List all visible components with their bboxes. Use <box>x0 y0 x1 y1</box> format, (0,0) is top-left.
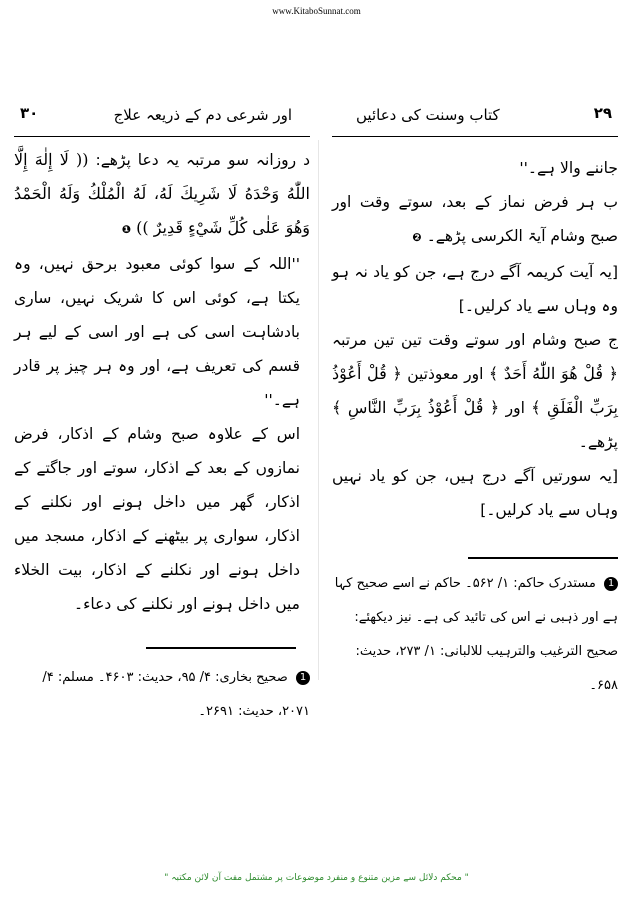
item-text: اور <box>505 399 525 417</box>
footnote <box>14 661 310 729</box>
left-page-body <box>14 137 310 621</box>
right-page-header <box>332 96 618 137</box>
footnote-separator <box>146 647 296 649</box>
footnote-text: صحیح بخاری: ۴/ ۹۵، حدیث: ۴۶۰۳۔ مسلم: ۴/ ۲۰۷۱، حدیث: ۲۶۹۱۔ <box>42 670 310 719</box>
list-item <box>332 185 618 255</box>
quran-verse: ﴿ قُلْ أَعُوْذُ بِرَبِّ النَّاسِ ﴾ <box>332 398 500 417</box>
list-item <box>332 323 618 459</box>
footnote-number: 1 <box>604 577 618 591</box>
left-page <box>14 96 310 856</box>
item-text: صبح وشام اور سوتے وقت تین تین مرتبہ <box>332 331 602 349</box>
footnote-ref: ❶ <box>121 223 132 236</box>
item-marker: ج <box>607 331 618 349</box>
page-number: ۲۹ <box>593 104 612 122</box>
bracket-note: [یہ سورتیں آگے درج ہیں، جن کو یاد نہیں وہاں سے یاد کرلیں۔] <box>332 467 618 519</box>
column-divider <box>318 140 319 680</box>
translation: ''اللہ کے سوا کوئی معبود برحق نہیں، وہ یکتا ہے، کوئی اس کا شریک نہیں، ساری بادشاہت اسی کی ہے اور اسی کے لیے ہر قسم کی تعریف ہے، اور وہ ہر چیز پر قادر ہے۔'' <box>14 255 300 409</box>
footnote-number: 1 <box>296 671 310 685</box>
left-page-header <box>14 96 310 137</box>
page-title: کتاب وسنت کی دعائیں <box>356 106 500 124</box>
right-page-body <box>332 137 618 527</box>
continued-line: جاننے والا ہے۔'' <box>519 159 618 177</box>
arabic-dua: (( لَا إِلٰهَ إِلَّا اللّٰهُ وَحْدَهُ لَا شَرِيكَ لَهُ، لَهُ الْمُلْكُ وَلَهُ الْحَمْدُ وَهُوَ عَلٰى كُلِّ شَيْءٍ قَدِيرٌ )) <box>14 150 310 237</box>
bracket-note: [یہ آیت کریمہ آگے درج ہے، جن کو یاد نہ ہو وہ وہاں سے یاد کرلیں۔] <box>332 263 618 315</box>
page-title: اور شرعی دم کے ذریعہ علاج <box>113 106 292 124</box>
quran-verse: ﴿ قُلْ هُوَ اللّٰهُ أَحَدٌ ﴾ <box>488 364 618 383</box>
page-number: ۳۰ <box>20 104 39 122</box>
site-url[interactable]: www.KitaboSunnat.com <box>272 6 361 16</box>
item-text: اور معوذتین <box>407 365 484 383</box>
quran-verse: ﴿ قُلْ أَعُوْذُ بِرَبِّ الْفَلَقِ ﴾ <box>332 364 618 417</box>
item-text: روزانہ سو مرتبہ یہ دعا پڑھے: <box>95 151 297 169</box>
footnote-separator <box>468 557 618 559</box>
footnote-text: مستدرک حاکم: ۱/ ۵۶۲۔ حاکم نے اسے صحیح کہا ہے اور ذہبی نے اس کی تائید کی ہے۔ نیز دیکھئے: صحیح الترغیب والترہیب للالبانی: ۱/ ۲۷۳، حدیث: ۶۵۸۔ <box>334 576 618 693</box>
item-text: پڑھے۔ <box>578 433 618 451</box>
item-marker: ب <box>603 193 618 211</box>
item-text: ہر فرض نماز کے بعد، سوتے وقت اور صبح وشام آیۃ الکرسی پڑھے۔ <box>332 193 618 245</box>
footnote <box>332 567 618 703</box>
right-page <box>332 96 618 856</box>
footnote-ref: ❷ <box>412 231 422 244</box>
paragraph: اس کے علاوہ صبح وشام کے اذکار، فرض نمازوں کے بعد کے اذکار، سوتے اور جاگتے کے اذکار، گھر میں داخل ہونے اور نکلنے کے اذکار، سواری پر بیٹھنے کے اذکار، مسجد میں داخل ہونے اور نکلنے کے اذکار، بیت الخلاء میں داخل ہونے اور نکلنے کی دعاء۔ <box>14 425 300 613</box>
footer-slogan: " محکم دلائل سے مزین متنوع و منفرد موضوعات پر مشتمل مفت آن لائن مکتبہ " <box>164 873 469 883</box>
list-item <box>14 143 310 247</box>
item-marker: د <box>303 151 310 169</box>
